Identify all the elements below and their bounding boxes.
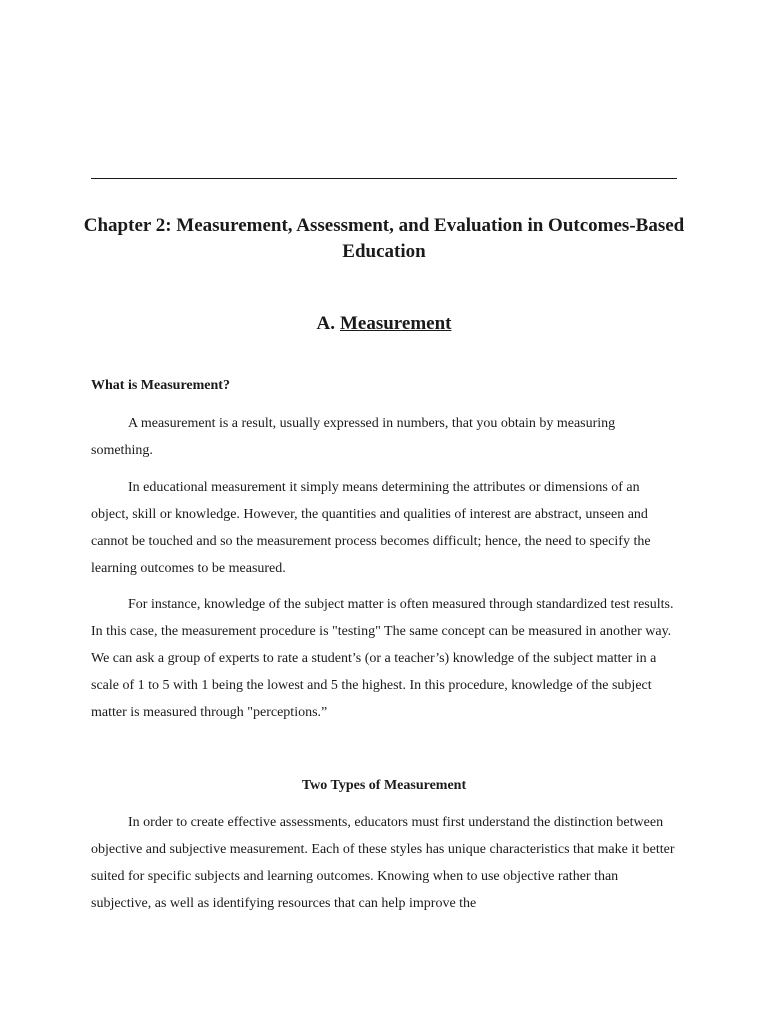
chapter-title: Chapter 2: Measurement, Assessment, and Evaluation in Outcomes-Based Education: [83, 215, 685, 262]
subheading-two-types: Two Types of Measurement: [301, 778, 467, 793]
paragraph-definition: A measurement is a result, usually expressed in numbers, that you obtain by measuring something.: [91, 416, 616, 458]
section-letter: A.: [316, 313, 335, 334]
paragraph-instance: For instance, knowledge of the subject matter is often measured through standardized test results. In this case, the measurement procedure is "testing" The same concept can be measured in another way. We can ask a group of experts to rate a student’s (or a teacher’s) knowledge of the subject matter in a scale of 1 to 5 with 1 being the lowest and 5 the highest. In this procedure, knowledge of the subject matter is measured through "perceptions.”: [91, 597, 674, 720]
paragraph-educational-measurement: In educational measurement it simply means determining the attributes or dimensions of an object, skill or knowledge. However, the quantities and qualities of interest are abstract, unseen and cannot be touched and so the measurement process becomes difficult; hence, the need to specify the learning outcomes to be measured.: [91, 480, 651, 576]
section-heading: [0, 311, 768, 337]
paragraph-two-types: In order to create effective assessments, educators must first understand the distinction between objective and subjective measurement. Each of these styles has unique characteristics that make it better suited for specific subjects and learning outcomes. Knowing when to use objective rather than subjective, as well as identifying resources that can help improve the: [91, 815, 675, 911]
section-title: Measurement: [339, 313, 452, 334]
question-heading: What is Measurement?: [91, 378, 230, 393]
top-horizontal-rule: [91, 178, 677, 179]
